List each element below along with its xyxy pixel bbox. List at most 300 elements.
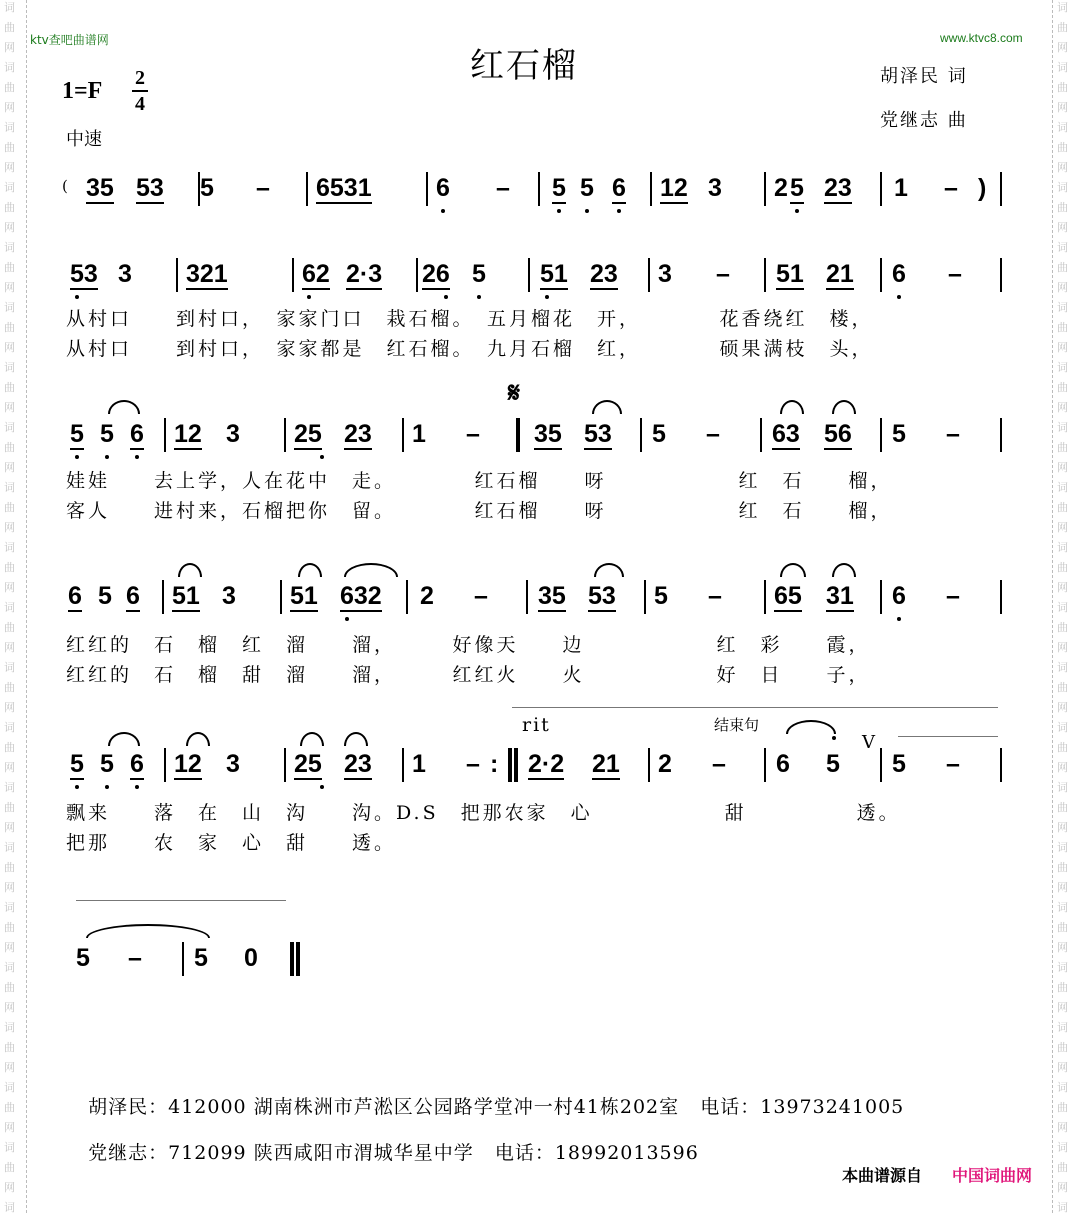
note: 1 <box>412 420 426 448</box>
watermark-char: 网 <box>4 1001 15 1014</box>
bar-line <box>538 172 540 206</box>
low-octave-dot <box>135 455 139 459</box>
watermark-char: 曲 <box>4 561 15 574</box>
watermark-char: 词 <box>1057 241 1068 254</box>
time-sig-bottom: 4 <box>135 93 145 115</box>
watermark-char: 词 <box>1057 1081 1068 1094</box>
watermark-char: 词 <box>1057 361 1068 374</box>
note: 2 <box>420 582 434 610</box>
watermark-char: 网 <box>4 821 15 834</box>
note: 51 <box>776 260 804 288</box>
note: 5 <box>76 944 90 972</box>
watermark-char: 网 <box>1057 1061 1068 1074</box>
note: 6 <box>892 582 906 610</box>
note: 3 <box>222 582 236 610</box>
note: 2 <box>774 174 788 202</box>
note: 0 <box>244 944 258 972</box>
note: 2·2 <box>528 750 565 778</box>
watermark-char: 网 <box>1057 701 1068 714</box>
watermark-char: 网 <box>4 41 15 54</box>
note: – <box>946 420 960 448</box>
note: 5 <box>826 750 840 778</box>
breath-mark: V <box>862 732 875 753</box>
low-octave-dot <box>897 617 901 621</box>
low-octave-dot <box>75 785 79 789</box>
bar-line <box>764 580 766 614</box>
watermark-char: 网 <box>1057 1181 1068 1194</box>
watermark-char: 曲 <box>1057 501 1068 514</box>
watermark-char: 词 <box>4 421 15 434</box>
tie-bracket <box>76 900 286 901</box>
watermark-char: 词 <box>4 241 15 254</box>
bar-line <box>760 418 762 452</box>
rit-marking: rit <box>522 714 551 736</box>
watermark-char: 曲 <box>1057 621 1068 634</box>
low-octave-dot <box>105 455 109 459</box>
bar-line <box>406 580 408 614</box>
note: 31 <box>826 582 854 610</box>
watermark-char: 网 <box>1057 401 1068 414</box>
watermark-char: 网 <box>1057 641 1068 654</box>
bar-line <box>648 258 650 292</box>
bar-line <box>280 580 282 614</box>
watermark-char: 词 <box>4 121 15 134</box>
watermark-char: 曲 <box>1057 921 1068 934</box>
bar-line <box>306 172 308 206</box>
note: 63 <box>772 420 800 448</box>
watermark-char: 词 <box>1057 1021 1068 1034</box>
note: 321 <box>186 260 228 288</box>
low-octave-dot <box>75 455 79 459</box>
note: 3 <box>118 260 132 288</box>
watermark-char: 词 <box>1057 61 1068 74</box>
note: 6 <box>612 174 626 202</box>
note: : <box>490 750 499 778</box>
watermark-char: 词 <box>4 541 15 554</box>
note: – <box>948 260 962 288</box>
bar-line <box>644 580 646 614</box>
watermark-char: 词 <box>1057 1 1068 14</box>
watermark-char: 曲 <box>4 21 15 34</box>
note: 6 <box>776 750 790 778</box>
lyric-line: 红红的 石 榴 红 溜 溜， 好像天 边 红 彩 霞， <box>66 634 871 656</box>
note: – <box>946 750 960 778</box>
watermark-char: 网 <box>4 281 15 294</box>
note: 3 <box>226 750 240 778</box>
low-octave-dot <box>320 455 324 459</box>
low-octave-dot <box>105 785 109 789</box>
lyric-line: 从村口 到村口， 家家门口 栽石榴。 五月榴花 开， 花香绕红 楼， <box>66 308 874 330</box>
low-octave-dot <box>617 209 621 213</box>
watermark-char: 曲 <box>4 1041 15 1054</box>
watermark-char: 网 <box>4 1121 15 1134</box>
watermark-char: 曲 <box>4 381 15 394</box>
watermark-char: 曲 <box>1057 441 1068 454</box>
right-watermark-strip <box>1052 0 1074 1213</box>
note: 5 <box>652 420 666 448</box>
fermata-dot <box>832 736 836 740</box>
bar-line <box>164 418 166 452</box>
watermark-char: 网 <box>4 641 15 654</box>
song-title: 红石榴 <box>470 46 578 86</box>
watermark-char: 网 <box>1057 821 1068 834</box>
note: 1 <box>412 750 426 778</box>
watermark-char: 词 <box>4 1201 15 1214</box>
low-octave-dot <box>135 785 139 789</box>
watermark-char: 词 <box>1057 721 1068 734</box>
note: ) <box>978 174 987 202</box>
watermark-char: 网 <box>1057 41 1068 54</box>
source-site-link[interactable]: 中国词曲网 <box>952 1166 1033 1185</box>
watermark-char: 曲 <box>4 801 15 814</box>
bar-line <box>1000 172 1002 206</box>
watermark-char: 网 <box>1057 761 1068 774</box>
slur <box>298 563 322 577</box>
watermark-char: 词 <box>4 1 15 14</box>
bar-line <box>880 748 882 782</box>
ending-phrase-label: 结束句 <box>714 716 760 734</box>
note: 51 <box>172 582 200 610</box>
watermark-char: 曲 <box>4 141 15 154</box>
watermark-char: 网 <box>4 521 15 534</box>
watermark-char: 词 <box>4 961 15 974</box>
low-octave-dot <box>345 617 349 621</box>
watermark-char: 曲 <box>1057 381 1068 394</box>
watermark-char: 曲 <box>4 81 15 94</box>
bar-line <box>198 172 200 206</box>
contact-lyricist: 胡泽民：412000 湖南株洲市芦淞区公园路学堂冲一村41栋202室 电话：13973241005 <box>88 1096 905 1118</box>
watermark-char: 曲 <box>1057 141 1068 154</box>
bar-line <box>1000 580 1002 614</box>
watermark-char: 词 <box>4 1141 15 1154</box>
bar-line <box>764 748 766 782</box>
note: 53 <box>584 420 612 448</box>
bar-line <box>292 258 294 292</box>
slur <box>832 400 856 414</box>
watermark-char: 曲 <box>1057 1161 1068 1174</box>
watermark-char: 词 <box>1057 301 1068 314</box>
watermark-char: 词 <box>1057 1201 1068 1214</box>
note: 35 <box>534 420 562 448</box>
bar-line <box>1000 418 1002 452</box>
watermark-char: 曲 <box>1057 741 1068 754</box>
note: 5 <box>200 174 214 202</box>
slur <box>186 732 210 746</box>
note: 51 <box>290 582 318 610</box>
watermark-char: 词 <box>1057 961 1068 974</box>
tempo-marking: 中速 <box>66 129 102 150</box>
note: – <box>496 174 510 202</box>
bar-line <box>650 172 652 206</box>
note: 6531 <box>316 174 372 202</box>
watermark-char: 网 <box>1057 341 1068 354</box>
watermark-char: 曲 <box>1057 681 1068 694</box>
bar-line <box>508 748 512 782</box>
note: 6 <box>892 260 906 288</box>
watermark-char: 词 <box>4 1081 15 1094</box>
low-octave-dot <box>795 209 799 213</box>
watermark-char: 曲 <box>1057 861 1068 874</box>
note: 6 <box>126 582 140 610</box>
slur <box>108 400 140 414</box>
note: 62 <box>302 260 330 288</box>
watermark-char: 网 <box>1057 461 1068 474</box>
bar-line <box>1000 748 1002 782</box>
watermark-char: 曲 <box>4 921 15 934</box>
lyric-line: 客人 进村来，石榴把你 留。 红石榴 呀 红 石 榴， <box>66 500 893 522</box>
bar-line <box>516 418 520 452</box>
note: 25 <box>294 750 322 778</box>
bar-line <box>402 748 404 782</box>
note: 23 <box>344 420 372 448</box>
note: 25 <box>294 420 322 448</box>
slur <box>108 732 140 746</box>
open-paren: ( <box>62 177 68 195</box>
note: 6 <box>436 174 450 202</box>
lyric-line: 红红的 石 榴 甜 溜 溜， 红红火 火 好 日 子， <box>66 664 871 686</box>
watermark-char: 网 <box>4 221 15 234</box>
lyric-line: 从村口 到村口， 家家都是 红石榴。 九月石榴 红， 硕果满枝 头， <box>66 338 874 360</box>
watermark-char: 曲 <box>1057 201 1068 214</box>
bar-line <box>296 942 300 976</box>
note: – <box>716 260 730 288</box>
low-octave-dot <box>441 209 445 213</box>
watermark-char: 词 <box>1057 421 1068 434</box>
key-signature: 1=F <box>62 78 103 104</box>
watermark-char: 曲 <box>4 1101 15 1114</box>
watermark-char: 词 <box>4 481 15 494</box>
watermark-char: 曲 <box>1057 561 1068 574</box>
bar-line <box>880 418 882 452</box>
watermark-char: 曲 <box>4 441 15 454</box>
note: 5 <box>98 582 112 610</box>
note: 65 <box>774 582 802 610</box>
note: 5 <box>70 420 84 448</box>
note: 35 <box>86 174 114 202</box>
bar-line <box>176 258 178 292</box>
left-watermark-strip <box>0 0 27 1213</box>
watermark-char: 网 <box>1057 881 1068 894</box>
watermark-char: 网 <box>4 881 15 894</box>
watermark-char: 曲 <box>4 501 15 514</box>
note: 21 <box>592 750 620 778</box>
bar-line <box>764 258 766 292</box>
bar-line <box>426 172 428 206</box>
lyric-line: 把那 农 家 心 甜 透。 <box>66 832 397 854</box>
note: 3 <box>708 174 722 202</box>
note: 6 <box>130 420 144 448</box>
lyric-line: 娃娃 去上学，人在花中 走。 红石榴 呀 红 石 榴， <box>66 470 893 492</box>
time-sig-top: 2 <box>135 67 145 89</box>
note: – <box>946 582 960 610</box>
bar-line <box>648 748 650 782</box>
watermark-char: 网 <box>1057 161 1068 174</box>
slur <box>178 563 202 577</box>
site-url-right[interactable]: www.ktvc8.com <box>940 31 1023 45</box>
watermark-char: 网 <box>1057 521 1068 534</box>
watermark-char: 词 <box>4 841 15 854</box>
watermark-char: 词 <box>1057 601 1068 614</box>
watermark-char: 词 <box>1057 481 1068 494</box>
note: 12 <box>174 750 202 778</box>
note: – <box>474 582 488 610</box>
watermark-char: 曲 <box>1057 21 1068 34</box>
slur <box>86 924 210 938</box>
watermark-char: 曲 <box>1057 321 1068 334</box>
bar-line <box>182 942 184 976</box>
note: 5 <box>790 174 804 202</box>
note: 6 <box>68 582 82 610</box>
note: 5 <box>100 750 114 778</box>
rit-bracket <box>512 707 998 708</box>
bar-line <box>528 258 530 292</box>
watermark-char: 词 <box>4 661 15 674</box>
watermark-char: 网 <box>4 461 15 474</box>
note: 53 <box>136 174 164 202</box>
watermark-char: 网 <box>4 581 15 594</box>
watermark-char: 网 <box>1057 1001 1068 1014</box>
note: 23 <box>824 174 852 202</box>
site-logo-left[interactable]: ktv查吧曲谱网 <box>30 33 109 47</box>
watermark-char: 网 <box>4 401 15 414</box>
watermark-char: 网 <box>1057 101 1068 114</box>
watermark-char: 曲 <box>1057 261 1068 274</box>
watermark-char: 曲 <box>4 681 15 694</box>
bar-line <box>764 172 766 206</box>
low-octave-dot <box>557 209 561 213</box>
watermark-char: 网 <box>1057 281 1068 294</box>
slur <box>594 563 624 577</box>
watermark-char: 曲 <box>4 321 15 334</box>
note: 2·3 <box>346 260 383 288</box>
note: 5 <box>580 174 594 202</box>
watermark-char: 曲 <box>4 1161 15 1174</box>
note: 35 <box>538 582 566 610</box>
watermark-char: 网 <box>4 101 15 114</box>
watermark-char: 词 <box>1057 181 1068 194</box>
contact-composer: 党继志：712099 陕西咸阳市渭城华星中学 电话：18992013596 <box>88 1142 699 1164</box>
watermark-char: 词 <box>1057 121 1068 134</box>
watermark-char: 词 <box>4 301 15 314</box>
watermark-char: 词 <box>1057 781 1068 794</box>
note: 2 <box>658 750 672 778</box>
note: 3 <box>226 420 240 448</box>
watermark-char: 网 <box>4 161 15 174</box>
watermark-char: 网 <box>4 701 15 714</box>
watermark-char: 词 <box>4 901 15 914</box>
watermark-char: 词 <box>1057 541 1068 554</box>
watermark-char: 曲 <box>4 861 15 874</box>
low-octave-dot <box>444 295 448 299</box>
slur <box>832 563 856 577</box>
slur <box>344 563 398 577</box>
composer-credit: 党继志 曲 <box>880 110 968 131</box>
note: 5 <box>654 582 668 610</box>
time-signature <box>132 68 148 114</box>
note: 21 <box>826 260 854 288</box>
low-octave-dot <box>897 295 901 299</box>
note: 12 <box>660 174 688 202</box>
watermark-char: 网 <box>1057 1121 1068 1134</box>
watermark-char: 词 <box>4 721 15 734</box>
watermark-char: 词 <box>4 181 15 194</box>
watermark-char: 网 <box>1057 581 1068 594</box>
note: 5 <box>892 420 906 448</box>
bar-line <box>880 172 882 206</box>
note: 5 <box>100 420 114 448</box>
note: 1 <box>894 174 908 202</box>
bar-line <box>640 418 642 452</box>
slur <box>592 400 622 414</box>
slur <box>300 732 324 746</box>
note: 56 <box>824 420 852 448</box>
note: 53 <box>70 260 98 288</box>
watermark-char: 曲 <box>4 741 15 754</box>
watermark-char: 网 <box>4 341 15 354</box>
watermark-char: 曲 <box>1057 81 1068 94</box>
low-octave-dot <box>585 209 589 213</box>
note: 5 <box>472 260 486 288</box>
bar-line <box>402 418 404 452</box>
note: – <box>712 750 726 778</box>
watermark-char: 网 <box>1057 941 1068 954</box>
watermark-char: 词 <box>4 1021 15 1034</box>
watermark-char: 曲 <box>4 621 15 634</box>
bar-line <box>162 580 164 614</box>
watermark-char: 网 <box>4 1061 15 1074</box>
watermark-char: 曲 <box>1057 1041 1068 1054</box>
bar-line <box>416 258 418 292</box>
note: 26 <box>422 260 450 288</box>
watermark-char: 词 <box>1057 901 1068 914</box>
watermark-char: 词 <box>4 601 15 614</box>
watermark-char: 曲 <box>1057 1101 1068 1114</box>
tie-bracket <box>898 736 998 737</box>
note: 51 <box>540 260 568 288</box>
watermark-char: 词 <box>4 361 15 374</box>
slur <box>780 400 804 414</box>
slur <box>344 732 368 746</box>
note: 3 <box>658 260 672 288</box>
bar-line <box>290 942 294 976</box>
watermark-char: 网 <box>4 941 15 954</box>
watermark-char: 词 <box>1057 841 1068 854</box>
watermark-char: 词 <box>4 61 15 74</box>
slur <box>786 720 836 734</box>
bar-line <box>880 258 882 292</box>
note: 5 <box>892 750 906 778</box>
note: 6 <box>130 750 144 778</box>
low-octave-dot <box>545 295 549 299</box>
watermark-char: 曲 <box>1057 981 1068 994</box>
note: 5 <box>552 174 566 202</box>
note: 12 <box>174 420 202 448</box>
bar-line <box>880 580 882 614</box>
note: – <box>706 420 720 448</box>
low-octave-dot <box>75 295 79 299</box>
segno-sign: 𝄋 <box>508 376 521 409</box>
note: – <box>708 582 722 610</box>
note: – <box>944 174 958 202</box>
note: – <box>466 750 480 778</box>
bar-line <box>284 418 286 452</box>
watermark-char: 词 <box>1057 661 1068 674</box>
watermark-char: 词 <box>4 781 15 794</box>
low-octave-dot <box>320 785 324 789</box>
bar-line <box>1000 258 1002 292</box>
source-label: 本曲谱源自 <box>842 1166 923 1185</box>
low-octave-dot <box>477 295 481 299</box>
